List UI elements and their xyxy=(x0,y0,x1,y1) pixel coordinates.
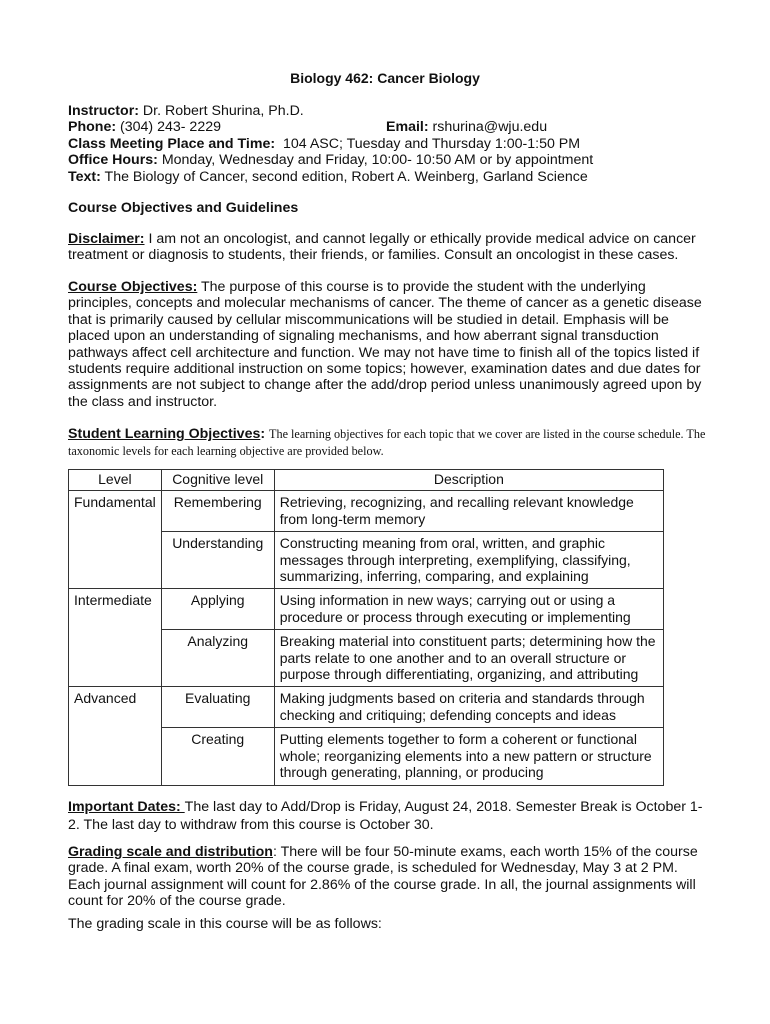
phone-value: (304) 243- 2229 xyxy=(120,119,221,136)
important-dates-body: The last day to Add/Drop is Friday, August 24, 2018. Semester Break is October 1-2. The last day to withdraw from this course is October 30. xyxy=(68,799,703,833)
important-dates-paragraph xyxy=(68,799,713,834)
section-heading: Course Objectives and Guidelines xyxy=(68,200,299,216)
table-row xyxy=(69,589,664,630)
level-cell: Fundamental xyxy=(69,491,162,532)
slo-label: Student Learning Objectives xyxy=(68,426,261,442)
office-hours-label: Office Hours: xyxy=(68,152,158,169)
phone-row xyxy=(68,119,708,135)
textbook-value: The Biology of Cancer, second edition, Robert A. Weinberg, Garland Science xyxy=(104,168,588,185)
textbook-label: Text: xyxy=(68,168,101,185)
grading-paragraph xyxy=(68,844,708,910)
email-label: Email: xyxy=(386,119,429,136)
level-cell xyxy=(69,630,162,687)
course-objectives-body: The purpose of this course is to provide the student with the underlying principles, concepts and molecular mechanisms of cancer. The theme of cancer as a genetic disease that is primarily caused by cellular miscommunications will be studied in detail. Emphasis will be placed upon an understanding of signaling mechanisms, and how aberrant signal transduction pathways affect cell architecture and function. We may not have time to finish all of the topics listed if students require additional instruction on some topics; however, examination dates and due dates for assignments are not subject to change after the add/drop period unless unanimously agreed upon by the class and instructor. xyxy=(68,279,702,410)
slo-colon: : xyxy=(260,426,266,442)
table-row xyxy=(69,491,664,532)
email-block xyxy=(386,119,547,135)
description-cell: Using information in new ways; carrying out or using a procedure or process through executing or implementing xyxy=(274,589,663,630)
meeting-value: 104 ASC; Tuesday and Thursday 1:00-1:50 PM xyxy=(283,135,581,152)
grading-label: Grading scale and distribution xyxy=(68,844,273,860)
level-cell xyxy=(69,728,162,785)
instructor-value: Dr. Robert Shurina, Ph.D. xyxy=(142,103,304,119)
description-cell: Making judgments based on criteria and standards through checking and critiquing; defending concepts and ideas xyxy=(274,687,663,728)
disclaimer-label: Disclaimer: xyxy=(68,231,145,247)
page-title: Biology 462: Cancer Biology xyxy=(290,70,480,86)
description-cell: Putting elements together to form a coherent or functional whole; reorganizing elements into a new pattern or structure through generating, planning, or producing xyxy=(274,728,663,785)
table-row xyxy=(69,532,664,589)
grading-scale-intro: The grading scale in this course will be as follows: xyxy=(68,916,382,932)
office-hours-row xyxy=(68,152,708,168)
table-row xyxy=(69,728,664,785)
taxonomy-table xyxy=(68,469,664,786)
course-info xyxy=(68,103,708,185)
course-objectives-paragraph xyxy=(68,279,708,410)
textbook-row xyxy=(68,169,708,185)
email-value: rshurina@wju.edu xyxy=(432,119,548,136)
important-dates-label: Important Dates: xyxy=(68,799,185,815)
cognitive-cell: Applying xyxy=(161,589,274,630)
cognitive-cell: Remembering xyxy=(161,491,274,532)
meeting-row xyxy=(68,136,708,152)
description-cell: Constructing meaning from oral, written, and graphic messages through interpreting, exemplifying, classifying, summarizing, inferring, comparing, and explaining xyxy=(274,532,663,589)
office-hours-value: Monday, Wednesday and Friday, 10:00- 10:50 AM or by appointment xyxy=(161,152,594,169)
grading-body: : There will be four 50-minute exams, each worth 15% of the course grade. A final exam, worth 20% of the course grade, is scheduled for Wednesday, May 3 at 2 PM. Each journal assignment will count for 2.86% of the course grade. In all, the journal assignments will count for 20% of the course grade. xyxy=(68,844,698,910)
table-header-row xyxy=(69,470,664,491)
header-level: Level xyxy=(69,470,162,491)
table-row xyxy=(69,687,664,728)
description-cell: Breaking material into constituent parts; determining how the parts relate to one another and to an overall structure or purpose through differentiating, organizing, and attributing xyxy=(274,630,663,687)
cognitive-cell: Understanding xyxy=(161,532,274,589)
description-cell: Retrieving, recognizing, and recalling relevant knowledge from long-term memory xyxy=(274,491,663,532)
level-cell: Intermediate xyxy=(69,589,162,630)
phone-label: Phone: xyxy=(68,119,117,136)
course-objectives-label: Course Objectives: xyxy=(68,279,198,295)
disclaimer-body: I am not an oncologist, and cannot legally or ethically provide medical advice on cancer treatment or diagnosis to students, their friends, or families. Consult an oncologist in these cases. xyxy=(68,231,696,264)
disclaimer-paragraph xyxy=(68,231,708,264)
instructor-label: Instructor: xyxy=(68,103,139,119)
level-cell: Advanced xyxy=(69,687,162,728)
instructor-row xyxy=(68,103,708,119)
cognitive-cell: Evaluating xyxy=(161,687,274,728)
slo-body: The learning objectives for each topic that we cover are listed in the course schedule. The taxonomic levels for each learning objective are provided below. xyxy=(68,427,706,458)
meeting-label: Class Meeting Place and Time: xyxy=(68,135,276,152)
slo-paragraph xyxy=(68,426,708,460)
level-cell xyxy=(69,532,162,589)
table-row xyxy=(69,630,664,687)
cognitive-cell: Analyzing xyxy=(161,630,274,687)
cognitive-cell: Creating xyxy=(161,728,274,785)
header-cognitive-level: Cognitive level xyxy=(161,470,274,491)
header-description: Description xyxy=(274,470,663,491)
